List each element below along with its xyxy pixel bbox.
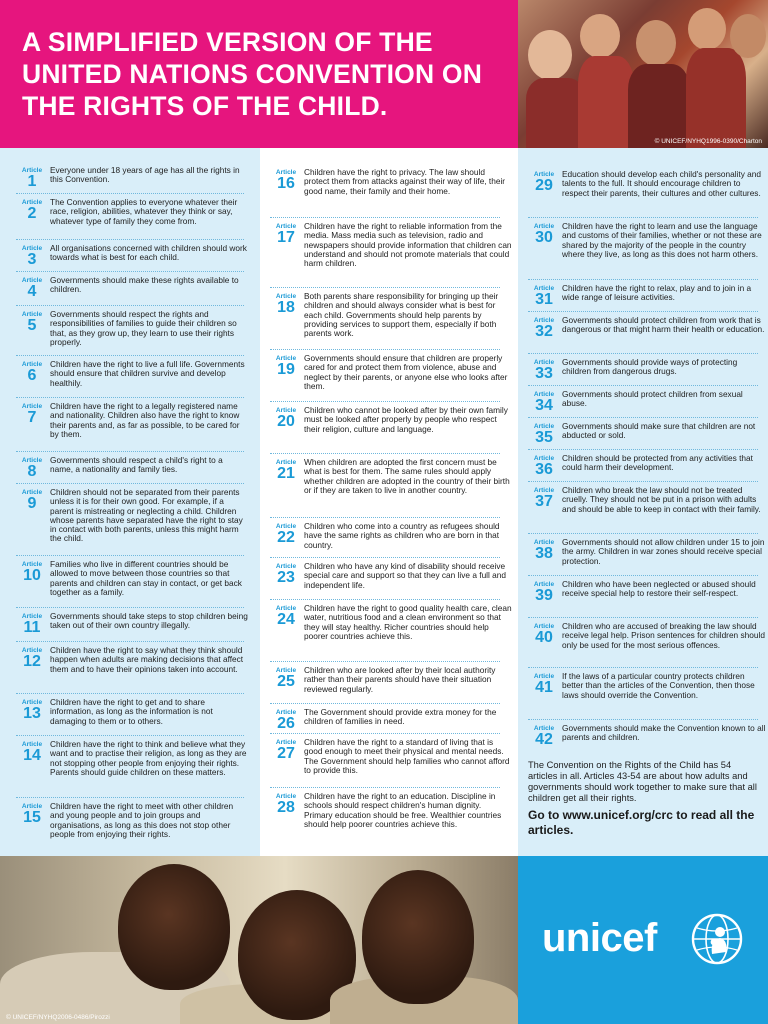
article-word: Article [21,803,43,810]
article-label [16,802,48,839]
article-divider [270,661,500,662]
article-item [16,698,248,726]
article-number: 30 [535,229,553,246]
article-number: 14 [23,747,41,764]
article-number: 37 [535,493,553,510]
article-word: Article [21,489,43,496]
article-text: Children who have any kind of disability should receive special care and support so that they can live a full and independent life. [304,561,507,590]
article-item [16,612,248,635]
article-label [528,390,560,413]
article-item [16,740,248,777]
article-label [270,406,302,434]
article-divider [16,641,244,642]
article-text: Children have the right to learn and use the language and customs of their families, whether or not these are shared by the majority of the people in the country where they live, as long as this does not harm others. [562,221,762,259]
article-word: Article [275,223,297,230]
article-word: Article [533,423,555,430]
article-item [270,458,512,495]
article-text: Governments should respect a child's right to a name, a nationality and family ties. [50,455,223,475]
article-divider [528,719,758,720]
article-text: Children have the right to a legally registered name and nationality. Children also have the right to know their parents and, as far as possible, to be cared for by them. [50,401,240,439]
article-label [528,170,560,198]
article-number: 2 [27,205,37,222]
article-word: Article [21,403,43,410]
article-word: Article [533,487,555,494]
article-number: 32 [535,323,553,340]
article-text: Children have the right to privacy. The law should protect them from attacks against their way of life, their good name, their family and their home. [304,167,506,196]
article-label [270,354,302,391]
article-number: 33 [535,365,553,382]
article-divider [528,533,758,534]
article-word: Article [533,581,555,588]
article-divider [16,305,244,306]
article-divider [270,401,500,402]
article-label [270,738,302,775]
article-word: Article [21,457,43,464]
article-number: 21 [277,465,295,482]
article-item [16,488,248,544]
article-word: Article [533,623,555,630]
article-number: 36 [535,461,553,478]
article-number: 15 [23,809,41,826]
article-label [16,612,48,635]
article-number: 8 [27,463,37,480]
article-item [270,666,512,694]
article-divider [528,385,758,386]
article-word: Article [275,739,297,746]
article-number: 3 [27,251,37,268]
article-word: Article [21,561,43,568]
article-item [270,792,512,829]
article-divider [528,417,758,418]
article-item [270,222,512,268]
article-item [16,456,248,479]
article-text: When children are adopted the first concern must be what is best for them. The same rules should apply whether children are adopted in the country of their birth or if they are taken to live in another country. [304,457,510,495]
unicef-wordmark: unicef [542,916,657,960]
article-text: Children have the right to meet with other children and young people and to join groups and organisations, as long as this does not stop other people from enjoying their rights. [50,801,234,839]
article-label [270,792,302,829]
article-item [528,622,768,650]
article-divider [16,451,244,452]
article-label [270,292,302,338]
article-word: Article [275,407,297,414]
article-divider [528,667,758,668]
article-divider [270,453,500,454]
article-label [16,646,48,674]
article-divider [16,483,244,484]
article-text: Children have the right to get and to share information, as long as the information is not damaging to them or to others. [50,697,213,726]
article-divider [270,703,500,704]
article-word: Article [275,667,297,674]
photo-children-bottom [0,856,518,1024]
article-divider [16,239,244,240]
article-text: Children who cannot be looked after by their own family must be looked after properly by people who respect their religion, culture and language. [304,405,508,434]
unicef-crc-link[interactable]: Go to www.unicef.org/crc to read all the articles. [528,808,755,837]
article-label [528,422,560,445]
article-item [528,672,768,700]
article-item [16,402,248,439]
article-label [270,562,302,590]
article-word: Article [275,169,297,176]
article-number: 12 [23,653,41,670]
article-text: Children have the right to think and believe what they want and to practise their religion, as long as they are not stopping other people from enjoying their rights. Parents should guide children on these matters. [50,739,247,777]
article-divider [528,279,758,280]
article-word: Article [533,223,555,230]
article-number: 40 [535,629,553,646]
article-text: Governments should make these rights available to children. [50,275,239,295]
article-word: Article [275,293,297,300]
article-number: 16 [277,175,295,192]
article-item [270,406,512,434]
article-label [16,244,48,267]
article-label [528,454,560,477]
articles-column-3 [518,148,768,856]
photo-credit-top: © UNICEF/NYHQ1996-0390/Charton [654,138,762,145]
article-item [528,170,768,198]
article-label [270,522,302,550]
article-divider [270,599,500,600]
article-divider [528,311,758,312]
article-word: Article [275,459,297,466]
article-label [16,166,48,189]
article-word: Article [533,359,555,366]
article-label [16,560,48,597]
article-number: 17 [277,229,295,246]
article-number: 39 [535,587,553,604]
article-number: 1 [27,173,37,190]
article-item [270,354,512,391]
article-number: 35 [535,429,553,446]
article-divider [528,217,758,218]
article-text: All organisations concerned with children should work towards what is best for each child. [50,243,247,263]
article-number: 31 [535,291,553,308]
article-item [270,738,512,775]
article-item [528,390,768,413]
article-text: Children have the right to good quality health care, clean water, nutritious food and a clean environment so that they will stay healthy. Richer countries should help poorer countries achieve this. [304,603,512,641]
article-word: Article [533,725,555,732]
article-word: Article [533,171,555,178]
article-divider [270,287,500,288]
article-text: Children have the right to reliable information from the media. Mass media such as television, radio and newspapers should provide information that children can understand and should not promote materials that could harm children. [304,221,512,269]
article-word: Article [21,245,43,252]
article-label [528,724,560,747]
article-item [270,562,512,590]
article-number: 19 [277,361,295,378]
article-item [270,604,512,641]
article-divider [528,353,758,354]
article-divider [270,787,500,788]
article-word: Article [533,455,555,462]
article-text: Governments should not allow children under 15 to join the army. Children in war zones should receive special protection. [562,537,765,566]
article-text: Governments should protect children from work that is dangerous or that might harm their health or education. [562,315,765,335]
article-label [16,456,48,479]
article-divider [16,797,244,798]
article-word: Article [275,793,297,800]
article-item [270,522,512,550]
article-number: 11 [23,619,41,636]
article-item [528,222,768,259]
articles-column-2 [260,148,518,856]
article-item [16,244,248,267]
article-item [270,708,512,731]
article-item [528,538,768,566]
article-divider [270,557,500,558]
article-divider [270,517,500,518]
article-word: Article [275,709,297,716]
article-label [16,360,48,388]
article-item [16,198,248,226]
article-number: 4 [27,283,37,300]
article-divider [16,271,244,272]
article-item [16,310,248,347]
header-banner [0,0,518,148]
article-text: Children have the right to relax, play and to join in a wide range of leisure activities. [562,283,752,303]
article-divider [16,355,244,356]
article-number: 7 [27,409,37,426]
article-number: 24 [277,611,295,628]
article-item [16,802,248,839]
article-word: Article [21,741,43,748]
article-text: Both parents share responsibility for bringing up their children and should always consider what is best for each child. Governments should help parents by providing services to support them, especially if both parents work. [304,291,499,339]
article-word: Article [275,563,297,570]
article-divider [16,555,244,556]
article-item [528,724,768,747]
article-word: Article [21,361,43,368]
article-number: 27 [277,745,295,762]
article-divider [270,217,500,218]
article-word: Article [533,285,555,292]
article-item [528,454,768,477]
page-title: A SIMPLIFIED VERSION OF THE UNITED NATIONS CONVENTION ON THE RIGHTS OF THE CHILD. [22,27,483,121]
article-label [270,708,302,731]
article-number: 23 [277,569,295,586]
article-text: If the laws of a particular country protects children better than the articles of the Convention, then those laws should override the Convention. [562,671,755,700]
article-label [528,538,560,566]
unicef-emblem-icon [690,912,744,966]
article-number: 20 [277,413,295,430]
article-label [16,488,48,544]
article-text: Children have the right to an education. Discipline in schools should respect children's human dignity. Primary education should be free. Wealthier countries should help poorer countries achieve this. [304,791,502,829]
article-label [270,222,302,268]
article-text: Governments should take steps to stop children being taken out of their own country illegally. [50,611,248,631]
article-number: 41 [535,679,553,696]
article-text: Children who break the law should not be treated cruelly. They should not be put in a prison with adults and should be able to keep in contact with their family. [562,485,761,514]
article-label [528,622,560,650]
article-text: Everyone under 18 years of age has all the rights in this Convention. [50,165,240,185]
article-number: 5 [27,317,37,334]
article-text: Families who live in different countries should be allowed to move between those countries so that parents and children can stay in contact, or get back together as a family. [50,559,242,597]
article-number: 29 [535,177,553,194]
article-number: 22 [277,529,295,546]
article-item [528,316,768,339]
article-text: Governments should provide ways of protecting children from dangerous drugs. [562,357,738,377]
article-word: Article [21,167,43,174]
article-item [528,358,768,381]
article-text: The Convention applies to everyone whatever their race, religion, abilities, whatever they think or say, whatever type of family they come from. [50,197,238,226]
photo-children-top [518,0,768,148]
article-number: 10 [23,567,41,584]
article-divider [528,481,758,482]
article-label [16,698,48,726]
article-label [528,672,560,700]
article-item [528,422,768,445]
article-number: 13 [23,705,41,722]
photo-credit-bottom: © UNICEF/NYHQ2006-0486/Pirozzi [6,1014,110,1021]
article-text: Governments should make sure that children are not abducted or sold. [562,421,756,441]
article-number: 6 [27,367,37,384]
article-text: Governments should make the Convention known to all parents and children. [562,723,766,743]
article-divider [16,193,244,194]
article-divider [528,617,758,618]
article-item [270,168,512,196]
article-word: Article [21,613,43,620]
article-divider [16,693,244,694]
article-number: 9 [27,495,37,512]
article-word: Article [275,523,297,530]
article-text: Children have the right to a standard of living that is good enough to meet their physical and mental needs. The Government should help families who cannot afford to provide this. [304,737,510,775]
article-number: 34 [535,397,553,414]
article-number: 38 [535,545,553,562]
article-number: 26 [277,715,295,732]
article-number: 28 [277,799,295,816]
article-word: Article [275,605,297,612]
article-label [528,316,560,339]
article-text: Governments should ensure that children are properly cared for and protect them from violence, abuse and neglect by their parents, or anyone else who looks after them. [304,353,508,391]
article-number: 18 [277,299,295,316]
convention-note: The Convention on the Rights of the Child has 54 articles in all. Articles 43-54 are about how adults and governments should work together to make sure that all children get all their rights. [528,760,757,803]
article-text: Children who come into a country as refugees should have the same rights as children who are born in that country. [304,521,500,550]
article-item [16,166,248,189]
article-word: Article [275,355,297,362]
article-label [528,284,560,307]
article-item [528,486,768,514]
article-divider [528,575,758,576]
article-text: Children should not be separated from their parents unless it is for their own good. For example, if a parent is mistreating or neglecting a child. Children whose parents have separated have the right to stay in contact with both parents, unless this might harm the child. [50,487,243,544]
article-label [270,168,302,196]
article-label [270,604,302,641]
article-item [528,284,768,307]
article-word: Article [533,317,555,324]
article-item [16,276,248,299]
article-label [16,198,48,226]
article-word: Article [21,311,43,318]
article-text: Governments should protect children from sexual abuse. [562,389,743,409]
article-item [16,560,248,597]
article-text: Children who have been neglected or abused should receive special help to restore their self-respect. [562,579,756,599]
article-divider [270,349,500,350]
article-word: Article [533,673,555,680]
article-item [16,646,248,674]
article-label [270,666,302,694]
article-label [528,358,560,381]
article-item [270,292,512,338]
article-text: Children who are accused of breaking the law should receive legal help. Prison sentences for children should only be used for the most serious offences. [562,621,765,650]
article-label [16,310,48,347]
article-label [528,486,560,514]
article-word: Article [21,699,43,706]
article-word: Article [21,647,43,654]
article-number: 42 [535,731,553,748]
articles-column-1 [0,148,260,856]
article-label [16,402,48,439]
unicef-brand-box [518,856,768,1024]
article-label [270,458,302,495]
article-word: Article [21,199,43,206]
article-label [528,222,560,259]
article-divider [16,397,244,398]
article-divider [270,733,500,734]
article-word: Article [21,277,43,284]
article-label [528,580,560,603]
article-text: Education should develop each child's personality and talents to the full. It should encourage children to respect their parents, their cultures and other cultures. [562,169,761,198]
article-label [16,740,48,777]
article-number: 25 [277,673,295,690]
article-word: Article [533,539,555,546]
article-divider [16,735,244,736]
article-text: Children should be protected from any activities that could harm their development. [562,453,753,473]
article-text: Children have the right to live a full life. Governments should ensure that children survive and develop healthily. [50,359,245,388]
article-text: Governments should respect the rights and responsibilities of families to guide their children so that, as they grow up, they learn to use their rights properly. [50,309,237,347]
article-item [16,360,248,388]
article-text: Children who are looked after by their local authority rather than their parents should have their situation reviewed regularly. [304,665,496,694]
article-word: Article [533,391,555,398]
article-divider [16,607,244,608]
article-divider [528,449,758,450]
article-item [528,580,768,603]
article-text: Children have the right to say what they think should happen when adults are making decisions that affect them and to have their opinions taken into account. [50,645,244,674]
article-text: The Government should provide extra money for the children of families in need. [304,707,497,727]
article-label [16,276,48,299]
